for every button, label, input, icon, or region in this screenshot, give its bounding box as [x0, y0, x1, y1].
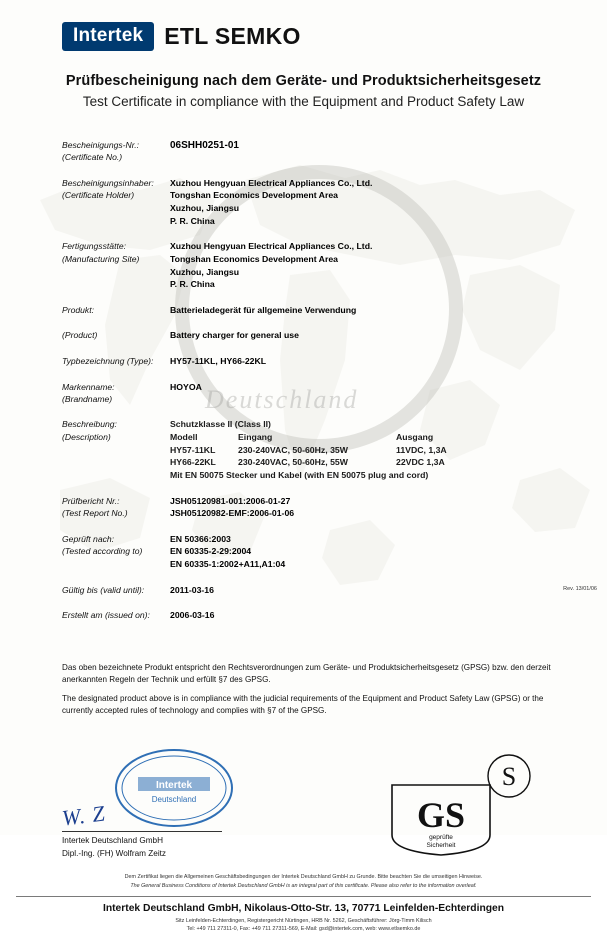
cell-output: 22VDC 1,3A: [396, 457, 445, 468]
field-value: 2006-03-16: [170, 610, 215, 621]
field-certificate-number: [62, 139, 567, 164]
value-line: Xuzhou, Jiangsu: [170, 203, 240, 214]
field-value: 2011-03-16: [170, 584, 214, 595]
table-row: [170, 456, 486, 469]
footer-fineprint: [0, 873, 607, 890]
value-line: Tongshan Economics Development Area: [170, 190, 338, 201]
gs-mark-icon: [386, 781, 496, 859]
field-label: [62, 418, 170, 443]
signatory-person: Dipl.-Ing. (FH) Wolfram Zeitz: [62, 848, 167, 858]
label-en: (Certificate Holder): [62, 190, 135, 201]
legal-en: The designated product above is in compliance with the judicial requirements of the Equipment and Product Safety Law (GPSG) or the currently accepted rules of technology and complies with §7 of the GPSG.: [62, 694, 544, 716]
label-de: Geprüft nach:: [62, 533, 115, 544]
field-label: [62, 609, 170, 621]
value-line: JSH05120981-001:2006-01-27: [170, 495, 291, 506]
cell-model: HY66-22KL: [170, 457, 216, 468]
value-line: Tongshan Economics Development Area: [170, 253, 338, 264]
value-line: EN 60335-2-29:2004: [170, 546, 252, 557]
label-en: (Test Report No.): [62, 507, 128, 518]
field-brandname: [62, 381, 567, 406]
value-line: P. R. China: [170, 215, 215, 226]
signature-area: [0, 751, 607, 871]
value-line: Xuzhou Hengyuan Electrical Appliances Co., Ltd.: [170, 241, 373, 252]
field-value: Battery charger for general use: [170, 330, 299, 341]
svg-text:Sicherheit: Sicherheit: [426, 842, 456, 850]
footer-divider: [16, 896, 591, 897]
svg-text:GS: GS: [416, 795, 466, 836]
field-value: HY57-11KL, HY66-22KL: [170, 355, 267, 366]
field-label: [62, 304, 170, 316]
label-de: Typbezeichnung (Type):: [62, 355, 154, 366]
field-manufacturing-site: [62, 240, 567, 290]
field-label: [62, 584, 170, 596]
svg-text:Deutschland: Deutschland: [151, 795, 197, 805]
signature-rule: [62, 831, 222, 832]
field-value: HOYOA: [170, 381, 202, 392]
certificate-fields: [0, 139, 607, 622]
label-en: (Product): [62, 330, 98, 341]
field-label: [62, 533, 170, 558]
label-en: (Certificate No.): [62, 152, 123, 163]
label-de: Gültig bis (valid until):: [62, 584, 145, 595]
certificate-title-de: Prüfbescheinigung nach dem Geräte- und Produktsicherheitsgesetz: [65, 72, 542, 89]
label-de: Markenname:: [62, 381, 115, 392]
field-value: [170, 240, 372, 290]
field-value: [170, 495, 294, 520]
field-standards: [62, 533, 567, 571]
field-label: [62, 495, 170, 520]
label-de: Bescheinigungsinhaber:: [62, 177, 154, 188]
certificate-title-en: Test Certificate in compliance with the Equipment and Product Safety Law: [82, 93, 525, 109]
value-line: EN 60335-1:2002+A11,A1:04: [170, 558, 286, 569]
field-test-report: [62, 495, 567, 520]
label-de: Bescheinigungs-Nr.:: [62, 139, 140, 150]
signatory-company: Intertek Deutschland GmbH: [62, 836, 164, 846]
column-header-output: Ausgang: [396, 432, 434, 443]
label-de: Prüfbericht Nr.:: [62, 495, 120, 506]
etl-semko-wordmark: ETL SEMKO: [164, 22, 301, 49]
label-en: (Brandname): [62, 394, 113, 404]
svg-text:geprüfte: geprüfte: [429, 834, 453, 842]
legal-de: Das oben bezeichnete Produkt entspricht den Rechtsverordnungen zum Geräte- und Produktsicherheitsgesetz (GPSG) bzw. den derzeit anerkannten Regeln der Technik und erfüllt §7 des GPSG.: [62, 662, 551, 684]
footer-registry-line1: Sitz Leinfelden-Echterdingen, Registergericht Nürtingen, HRB Nr. 5262, Geschäftsführer: Jörg-Timm Kilisch: [175, 918, 432, 925]
field-label: [62, 355, 170, 367]
value-line: Xuzhou Hengyuan Electrical Appliances Co., Ltd.: [170, 177, 373, 188]
legal-statement: [0, 662, 607, 718]
label-en: (Tested according to): [62, 546, 143, 557]
document-revision-code: Rev. 13/01/06: [563, 586, 597, 592]
svg-text:Intertek: Intertek: [155, 780, 193, 792]
description-table: [170, 418, 486, 481]
field-product-de: [62, 304, 567, 317]
footer-contact-line: Tel: +49 711 27311-0, Fax: +49 711 27311-569, E-Mail: gsd@intertek.com, web: www.etlsemko.de: [186, 926, 421, 933]
field-label: [62, 177, 170, 202]
svg-text:S: S: [501, 762, 517, 792]
intertek-logo: Intertek: [62, 22, 154, 51]
description-note: Mit EN 50075 Stecker und Kabel (with EN 50075 plug and cord): [170, 469, 429, 480]
label-de: Beschreibung:: [62, 419, 117, 430]
field-value: [170, 177, 372, 227]
field-type: [62, 355, 567, 368]
watermark-word: Deutschland: [205, 385, 359, 414]
company-stamp: [112, 745, 236, 831]
field-label: [62, 329, 170, 341]
footer-address: Intertek Deutschland GmbH, Nikolaus-Otto-Str. 13, 70771 Leinfelden-Echterdingen: [102, 903, 505, 915]
cell-input: 230-240VAC, 50-60Hz, 35W: [238, 444, 348, 455]
label-de: Produkt:: [62, 304, 95, 315]
field-label: [62, 139, 170, 164]
field-value: 06SHH0251-01: [170, 139, 239, 151]
label-de: Fertigungsstätte:: [62, 241, 127, 252]
field-label: [62, 240, 170, 265]
field-description: [62, 418, 567, 481]
field-issued-on: [62, 609, 567, 622]
label-en: (Manufacturing Site): [62, 253, 140, 264]
footer-fine-en: The General Business Conditions of Intertek Deutschland GmbH is an integral part of this certificate. Please also refer to the information overleaf.: [130, 882, 477, 889]
field-certificate-holder: [62, 177, 567, 227]
field-label: [62, 381, 170, 406]
field-value: Batterieladegerät für allgemeine Verwendung: [170, 304, 357, 315]
value-line: Xuzhou, Jiangsu: [170, 266, 240, 277]
cell-model: HY57-11KL: [170, 444, 216, 455]
field-value: [170, 533, 285, 571]
cell-input: 230-240VAC, 50-60Hz, 55W: [238, 457, 348, 468]
value-line: JSH05120982-EMF:2006-01-06: [170, 508, 295, 519]
column-header-input: Eingang: [238, 432, 273, 443]
footer-fine-de: Dem Zertifikat liegen die Allgemeinen Geschäftsbedingungen der Intertek Deutschland GmbH zu Grunde. Bitte beachten Sie die umseitigen Hinweise.: [124, 874, 483, 881]
column-header-model: Modell: [170, 432, 198, 443]
value-line: P. R. China: [170, 279, 215, 290]
field-valid-until: [62, 584, 567, 597]
field-product-en: [62, 329, 567, 342]
signatory-block: [62, 835, 166, 860]
protection-class: Schutzklasse II (Class II): [170, 419, 271, 430]
cell-output: 11VDC, 1,3A: [396, 444, 447, 455]
description-table-header: [170, 431, 486, 444]
footer-registry: [0, 917, 607, 933]
label-de: Erstellt am (issued on):: [62, 610, 150, 621]
table-row: [170, 444, 486, 457]
handwritten-signature: W. Z: [60, 800, 107, 831]
brand-header: [0, 0, 607, 51]
label-en: (Description): [62, 431, 111, 442]
value-line: EN 50366:2003: [170, 533, 231, 544]
